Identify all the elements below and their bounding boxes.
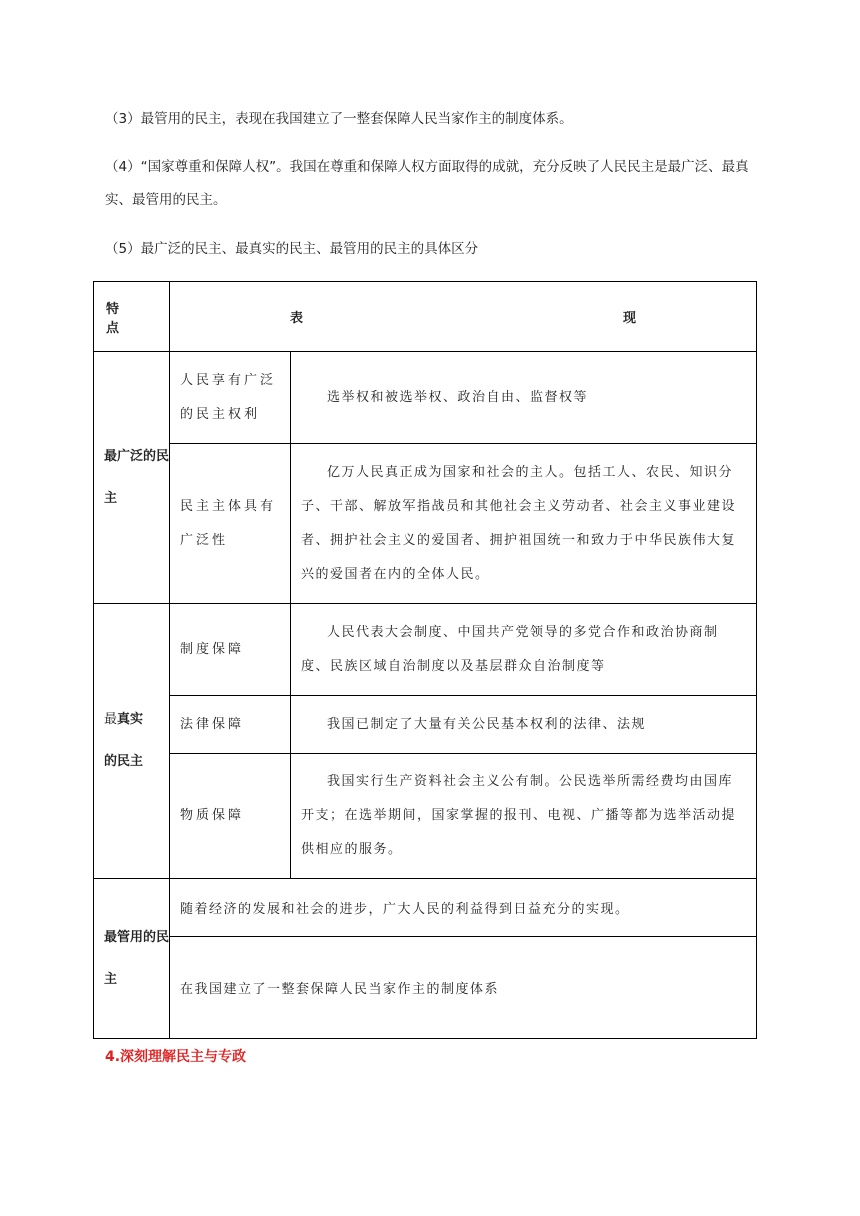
category-truest-prefix: 最 (104, 712, 118, 727)
paragraph-3: （3）最管用的民主，表现在我国建立了一整套保障人民当家作主的制度体系。 (105, 111, 573, 127)
sub-feature: 民主主体具有广泛性 (170, 444, 291, 604)
header-feature: 特点 (94, 282, 170, 352)
sub-feature: 物质保障 (170, 754, 291, 879)
category-truest-suffix: 的民主 (104, 754, 144, 769)
table-header-row (94, 282, 757, 352)
category-broadest: 最广泛的民主 (94, 352, 170, 604)
democracy-comparison-table (93, 281, 757, 1039)
category-truest-bold: 真实 (117, 712, 144, 727)
header-expression (170, 282, 757, 352)
table-row (94, 754, 757, 879)
sub-feature: 制度保障 (170, 604, 291, 696)
table-row (94, 352, 757, 444)
description: 我国已制定了大量有关公民基本权利的法律、法规 (291, 696, 757, 754)
description: 亿万人民真正成为国家和社会的主人。包括工人、农民、知识分子、干部、解放军指战员和其他社会主义劳动者、社会主义事业建设者、拥护社会主义的爱国者、拥护祖国统一和致力于中华民族伟大复兴的爱国者在内的全体人民。 (291, 444, 757, 604)
header-expr-right: 现 (622, 311, 636, 326)
category-truest (94, 604, 170, 879)
sub-feature: 法律保障 (170, 696, 291, 754)
paragraph-4: （4）“国家尊重和保障人权”。我国在尊重和保障人权方面取得的成就，充分反映了人民民主是最广泛、最真实、最管用的民主。 (105, 159, 749, 208)
table-row (94, 696, 757, 754)
table-row (94, 937, 757, 1039)
category-most-useful: 最管用的民主 (94, 879, 170, 1039)
most-useful-row-2: 在我国建立了一整套保障人民当家作主的制度体系 (170, 937, 757, 1039)
table-row (94, 604, 757, 696)
paragraph-5: （5）最广泛的民主、最真实的民主、最管用的民主的具体区分 (105, 241, 479, 257)
section-heading: 4.深刻理解民主与专政 (105, 1049, 247, 1065)
description: 选举权和被选举权、政治自由、监督权等 (291, 352, 757, 444)
header-expr-left: 表 (290, 311, 304, 326)
table-row (94, 444, 757, 604)
table-row (94, 879, 757, 937)
most-useful-row-1: 随着经济的发展和社会的进步，广大人民的利益得到日益充分的实现。 (170, 879, 757, 937)
description: 人民代表大会制度、中国共产党领导的多党合作和政治协商制度、民族区域自治制度以及基层群众自治制度等 (291, 604, 757, 696)
description: 我国实行生产资料社会主义公有制。公民选举所需经费均由国库开支；在选举期间，国家掌握的报刊、电视、广播等都为选举活动提供相应的服务。 (291, 754, 757, 879)
sub-feature: 人民享有广泛的民主权利 (170, 352, 291, 444)
